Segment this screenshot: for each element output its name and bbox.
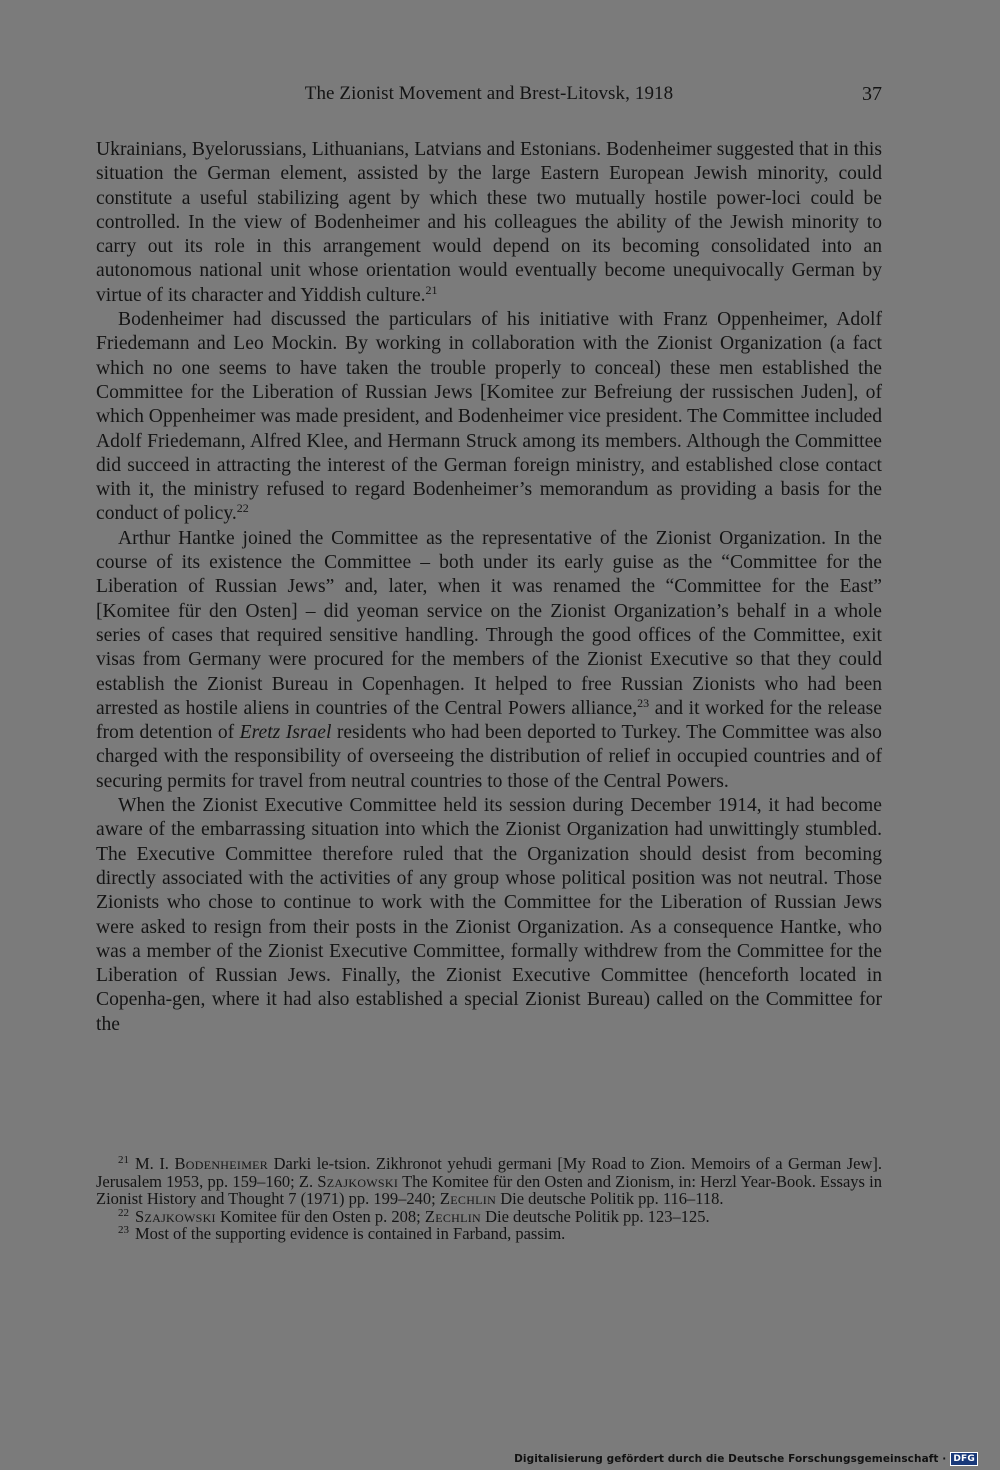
text-run: Ukrainians, Byelorussians, Lithuanians, Latvians and Estonians. Bodenheimer suggested that in this situation the German element, assisted by the large Eastern European Jewish minority, could constitute a useful stabilizing agent by which these two mutually hostile power-loci could be controlled. In the view of Bodenheimer and his colleagues the ability of the Jewish minority to carry out its role in this arrangement would depend on its becoming consolidated into an autonomous national unit whose orientation would eventually become unequivocally German by virtue of its character and Yiddish culture. [96,139,882,306]
running-header [96,83,882,109]
running-title: The Zionist Movement and Brest-Litovsk, 1918 [304,83,674,104]
footnotes [96,1155,882,1243]
author-name: Zechlin [424,1206,481,1226]
footnote-reference[interactable]: 22 [236,501,249,516]
paragraph [96,138,882,308]
text-run: residents who had been deported to Turkey. The Committee was also charged with the responsibility of overseeing the distribution of relief in occupied countries and of securing permits for travel from neutral countries to those of the Central Powers. [96,722,882,792]
footnote [96,1208,882,1226]
text-run: Komitee für den Osten p. 208; [215,1206,425,1226]
page-number: 37 [862,83,882,105]
author-name: Szajkowski [135,1206,216,1226]
italic-term: Eretz Israel [239,722,332,744]
text-run: Arthur Hantke joined the Committee as the representative of the Zionist Organization. In the course of its existence the Committee – both under its early guise as the “Committee for the Liberation of Russian Jews” and, later, when it was renamed the “Committee for the East” [Komitee für den Osten] – did yeoman service on the Zionist Organization’s behalf in a whole series of cases that required sensitive handling. Through the good offices of the Committee, exit visas from Germany were procured for the members of the Zionist Executive so that they could establish the Zionist Bureau in Copenhagen. It helped to free Russian Zionists who had been arrested as hostile aliens in countries of the Central Powers alliance, [96,527,882,719]
text-run: and it worked for the release from detention of [96,697,882,744]
text-run: Darki le-tsion. Zikhronot yehudi germani [My Road to Zion. Memoirs of a German Jew]. Jerusalem 1953, pp. 159–160; Z. [96,1154,882,1191]
text-run: Die deutsche Politik pp. 116–118. [496,1189,724,1209]
dfg-logo-icon: DFG [950,1452,978,1466]
body-text [96,138,882,1037]
author-name: Szajkowski [317,1171,399,1191]
footnote-reference[interactable]: 21 [425,282,438,297]
paragraph [96,527,882,794]
footnote [96,1155,882,1208]
footnote-reference[interactable]: 23 [637,695,650,710]
text-run: The Komitee für den Osten and Zionism, in: Herzl Year-Book. Essays in Zionist History and Thought 7 (1971) pp. 199–240; [96,1171,882,1209]
credit-text: Digitalisierung gefördert durch die Deutsche Forschungsgemeinschaft · [514,1453,947,1465]
paragraph [96,308,882,527]
text-run: Die deutsche Politik pp. 123–125. [480,1206,710,1226]
footnote-number: 22 [118,1206,129,1219]
paragraph [96,794,882,1037]
text-run: Most of the supporting evidence is contained in Farband, passim. [135,1224,566,1244]
text-run: When the Zionist Executive Committee held its session during December 1914, it had become aware of the embarrassing situation into which the Zionist Organization had unwittingly stumbled. The Executive Committee therefore ruled that the Organization should desist from becoming directly associated with the activities of any group whose political position was not neutral. Those Zionists who chose to continue to work with the Committee for the Liberation of Russian Jews were asked to resign from their posts in the Zionist Organization. As a consequence Hantke, who was a member of the Zionist Executive Committee, formally withdrew from the Committee for the Liberation of Russian Jews. Finally, the Zionist Executive Committee (henceforth located in Copenha-gen, where it had also established a special Zionist Bureau) called on the Committee for the [96,795,882,1035]
text-run: M. I. [135,1154,175,1173]
footnote [96,1225,882,1243]
digitization-credit [514,1451,978,1467]
author-name: Bodenheimer [174,1154,269,1173]
footnote-number: 23 [118,1224,129,1237]
text-run: Bodenheimer had discussed the particulars of his initiative with Franz Oppenheimer, Adolf Friedemann and Leo Mockin. By working in collaboration with the Zionist Organization (a fact which no one seems to have taken the trouble properly to conceal) these men established the Committee for the Liberation of Russian Jews [Komitee zur Befreiung der russischen Juden], of which Oppenheimer was made president, and Bodenheimer vice president. The Committee included Adolf Friedemann, Alfred Klee, and Hermann Struck among its members. Although the Committee did succeed in attracting the interest of the German foreign ministry, and established close contact with it, the ministry refused to regard Bodenheimer’s memorandum as providing a basis for the conduct of policy. [96,309,882,525]
footnote-number: 21 [118,1154,129,1166]
author-name: Zechlin [439,1189,497,1209]
